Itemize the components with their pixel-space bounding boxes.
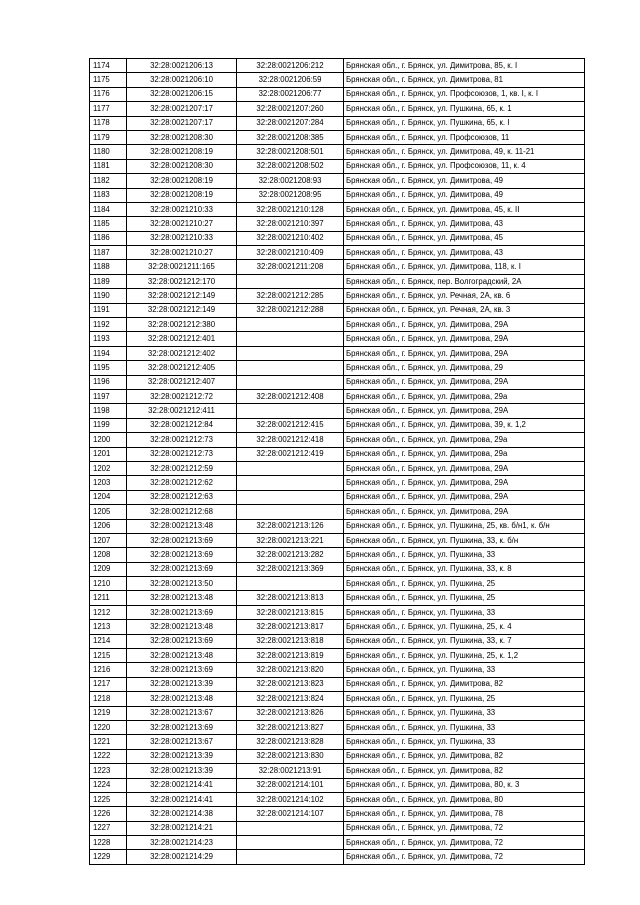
table-row <box>90 577 585 591</box>
parcel-number-cell: 32:28:0021213:48 <box>127 620 237 634</box>
address-cell: Брянская обл., г. Брянск, ул. Димитрова, 80 <box>344 792 585 806</box>
object-number-cell: 32:28:0021213:827 <box>237 720 344 734</box>
address-cell: Брянская обл., г. Брянск, ул. Димитрова, 80, к. 3 <box>344 778 585 792</box>
address-cell: Брянская обл., г. Брянск, ул. Пушкина, 33, к. б/н <box>344 533 585 547</box>
row-number-cell: 1223 <box>90 764 127 778</box>
object-number-cell: 32:28:0021212:419 <box>237 447 344 461</box>
object-number-cell: 32:28:0021210:128 <box>237 202 344 216</box>
address-cell: Брянская обл., г. Брянск, ул. Речная, 2А, кв. 3 <box>344 303 585 317</box>
table-row <box>90 303 585 317</box>
parcel-number-cell: 32:28:0021210:33 <box>127 202 237 216</box>
table-row <box>90 836 585 850</box>
address-cell: Брянская обл., г. Брянск, ул. Профсоюзов, 11, к. 4 <box>344 159 585 173</box>
parcel-number-cell: 32:28:0021213:50 <box>127 577 237 591</box>
table-row <box>90 433 585 447</box>
object-number-cell: 32:28:0021213:828 <box>237 735 344 749</box>
object-number-cell: 32:28:0021213:820 <box>237 663 344 677</box>
object-number-cell: 32:28:0021210:397 <box>237 217 344 231</box>
parcel-number-cell: 32:28:0021214:38 <box>127 807 237 821</box>
address-cell: Брянская обл., г. Брянск, ул. Димитрова, 29А <box>344 461 585 475</box>
parcel-number-cell: 32:28:0021212:411 <box>127 404 237 418</box>
object-number-cell <box>237 404 344 418</box>
row-number-cell: 1196 <box>90 375 127 389</box>
row-number-cell: 1188 <box>90 260 127 274</box>
parcel-number-cell: 32:28:0021213:39 <box>127 764 237 778</box>
parcel-number-cell: 32:28:0021211:165 <box>127 260 237 274</box>
table-row <box>90 850 585 864</box>
object-number-cell: 32:28:0021208:385 <box>237 130 344 144</box>
parcel-number-cell: 32:28:0021212:59 <box>127 461 237 475</box>
parcel-number-cell: 32:28:0021208:30 <box>127 159 237 173</box>
address-cell: Брянская обл., г. Брянск, ул. Пушкина, 25 <box>344 591 585 605</box>
parcel-number-cell: 32:28:0021212:405 <box>127 361 237 375</box>
address-cell: Брянская обл., г. Брянск, ул. Димитрова, 29А <box>344 318 585 332</box>
table-row <box>90 591 585 605</box>
address-cell: Брянская обл., г. Брянск, ул. Димитрова, 49, к. 11-21 <box>344 145 585 159</box>
object-number-cell: 32:28:0021213:91 <box>237 764 344 778</box>
object-number-cell: 32:28:0021212:415 <box>237 418 344 432</box>
table-row <box>90 375 585 389</box>
address-cell: Брянская обл., г. Брянск, ул. Димитрова, 29А <box>344 332 585 346</box>
parcel-number-cell: 32:28:0021208:19 <box>127 188 237 202</box>
table-row <box>90 692 585 706</box>
address-cell: Брянская обл., г. Брянск, ул. Димитрова, 82 <box>344 764 585 778</box>
parcel-number-cell: 32:28:0021213:39 <box>127 749 237 763</box>
row-number-cell: 1204 <box>90 490 127 504</box>
table-row <box>90 778 585 792</box>
object-number-cell: 32:28:0021212:288 <box>237 303 344 317</box>
parcel-number-cell: 32:28:0021206:15 <box>127 87 237 101</box>
parcel-number-cell: 32:28:0021213:48 <box>127 591 237 605</box>
row-number-cell: 1215 <box>90 649 127 663</box>
object-number-cell: 32:28:0021208:95 <box>237 188 344 202</box>
object-number-cell: 32:28:0021208:501 <box>237 145 344 159</box>
object-number-cell: 32:28:0021212:418 <box>237 433 344 447</box>
address-cell: Брянская обл., г. Брянск, ул. Пушкина, 25 <box>344 692 585 706</box>
object-number-cell: 32:28:0021212:408 <box>237 389 344 403</box>
address-cell: Брянская обл., г. Брянск, ул. Димитрова, 29А <box>344 476 585 490</box>
object-number-cell: 32:28:0021213:126 <box>237 519 344 533</box>
parcel-number-cell: 32:28:0021208:30 <box>127 130 237 144</box>
address-cell: Брянская обл., г. Брянск, ул. Пушкина, 33 <box>344 735 585 749</box>
row-number-cell: 1199 <box>90 418 127 432</box>
table-row <box>90 102 585 116</box>
object-number-cell: 32:28:0021210:402 <box>237 231 344 245</box>
address-cell: Брянская обл., г. Брянск, пер. Волгоградский, 2А <box>344 274 585 288</box>
table-row <box>90 634 585 648</box>
parcel-number-cell: 32:28:0021213:48 <box>127 692 237 706</box>
table-row <box>90 461 585 475</box>
parcel-number-cell: 32:28:0021213:69 <box>127 533 237 547</box>
row-number-cell: 1224 <box>90 778 127 792</box>
table-row <box>90 332 585 346</box>
address-cell: Брянская обл., г. Брянск, ул. Профсоюзов, 1, кв. I, к. I <box>344 87 585 101</box>
parcel-number-cell: 32:28:0021212:380 <box>127 318 237 332</box>
object-number-cell <box>237 318 344 332</box>
parcel-number-cell: 32:28:0021206:10 <box>127 73 237 87</box>
row-number-cell: 1206 <box>90 519 127 533</box>
row-number-cell: 1176 <box>90 87 127 101</box>
address-cell: Брянская обл., г. Брянск, ул. Пушкина, 33 <box>344 720 585 734</box>
address-cell: Брянская обл., г. Брянск, ул. Димитрова, 29А <box>344 490 585 504</box>
row-number-cell: 1216 <box>90 663 127 677</box>
object-number-cell: 32:28:0021214:101 <box>237 778 344 792</box>
table-row <box>90 159 585 173</box>
object-number-cell <box>237 821 344 835</box>
table-row <box>90 418 585 432</box>
object-number-cell: 32:28:0021213:815 <box>237 605 344 619</box>
object-number-cell: 32:28:0021213:830 <box>237 749 344 763</box>
address-cell: Брянская обл., г. Брянск, ул. Пушкина, 33, к. 8 <box>344 562 585 576</box>
table-body <box>90 59 585 865</box>
row-number-cell: 1228 <box>90 836 127 850</box>
row-number-cell: 1207 <box>90 533 127 547</box>
table-row <box>90 116 585 130</box>
table-row <box>90 807 585 821</box>
row-number-cell: 1213 <box>90 620 127 634</box>
address-cell: Брянская обл., г. Брянск, ул. Димитрова, 29а <box>344 389 585 403</box>
table-row <box>90 260 585 274</box>
row-number-cell: 1182 <box>90 174 127 188</box>
row-number-cell: 1201 <box>90 447 127 461</box>
parcel-number-cell: 32:28:0021208:19 <box>127 145 237 159</box>
address-cell: Брянская обл., г. Брянск, ул. Димитрова, 49 <box>344 174 585 188</box>
object-number-cell: 32:28:0021213:818 <box>237 634 344 648</box>
address-cell: Брянская обл., г. Брянск, ул. Димитрова, 29А <box>344 404 585 418</box>
row-number-cell: 1195 <box>90 361 127 375</box>
row-number-cell: 1174 <box>90 59 127 73</box>
row-number-cell: 1229 <box>90 850 127 864</box>
address-cell: Брянская обл., г. Брянск, ул. Димитрова, 45 <box>344 231 585 245</box>
row-number-cell: 1200 <box>90 433 127 447</box>
table-row <box>90 620 585 634</box>
parcel-number-cell: 32:28:0021214:21 <box>127 821 237 835</box>
table-row <box>90 505 585 519</box>
object-number-cell <box>237 505 344 519</box>
address-cell: Брянская обл., г. Брянск, ул. Димитрова, 29А <box>344 346 585 360</box>
object-number-cell: 32:28:0021213:369 <box>237 562 344 576</box>
address-cell: Брянская обл., г. Брянск, ул. Димитрова, 82 <box>344 677 585 691</box>
parcel-number-cell: 32:28:0021210:27 <box>127 217 237 231</box>
object-number-cell: 32:28:0021213:817 <box>237 620 344 634</box>
parcel-number-cell: 32:28:0021207:17 <box>127 102 237 116</box>
row-number-cell: 1218 <box>90 692 127 706</box>
row-number-cell: 1180 <box>90 145 127 159</box>
parcel-number-cell: 32:28:0021212:63 <box>127 490 237 504</box>
parcel-number-cell: 32:28:0021212:72 <box>127 389 237 403</box>
address-cell: Брянская обл., г. Брянск, ул. Димитрова, 49 <box>344 188 585 202</box>
table-row <box>90 663 585 677</box>
object-number-cell <box>237 461 344 475</box>
row-number-cell: 1178 <box>90 116 127 130</box>
parcel-number-cell: 32:28:0021212:402 <box>127 346 237 360</box>
address-cell: Брянская обл., г. Брянск, ул. Димитрова, 72 <box>344 836 585 850</box>
table-row <box>90 562 585 576</box>
parcel-number-cell: 32:28:0021212:84 <box>127 418 237 432</box>
table-row <box>90 519 585 533</box>
object-number-cell <box>237 850 344 864</box>
address-cell: Брянская обл., г. Брянск, ул. Пушкина, 65, к. 1 <box>344 102 585 116</box>
object-number-cell: 32:28:0021207:260 <box>237 102 344 116</box>
row-number-cell: 1203 <box>90 476 127 490</box>
parcel-number-cell: 32:28:0021214:41 <box>127 792 237 806</box>
table-row <box>90 73 585 87</box>
row-number-cell: 1210 <box>90 577 127 591</box>
table-row <box>90 202 585 216</box>
object-number-cell <box>237 577 344 591</box>
table-row <box>90 792 585 806</box>
row-number-cell: 1226 <box>90 807 127 821</box>
row-number-cell: 1198 <box>90 404 127 418</box>
table-row <box>90 87 585 101</box>
object-number-cell <box>237 361 344 375</box>
row-number-cell: 1187 <box>90 246 127 260</box>
address-cell: Брянская обл., г. Брянск, ул. Речная, 2А, кв. 6 <box>344 289 585 303</box>
object-number-cell <box>237 274 344 288</box>
row-number-cell: 1211 <box>90 591 127 605</box>
row-number-cell: 1190 <box>90 289 127 303</box>
table-row <box>90 548 585 562</box>
table-row <box>90 447 585 461</box>
row-number-cell: 1192 <box>90 318 127 332</box>
address-cell: Брянская обл., г. Брянск, ул. Димитрова, 82 <box>344 749 585 763</box>
row-number-cell: 1221 <box>90 735 127 749</box>
table-row <box>90 649 585 663</box>
table-row <box>90 706 585 720</box>
table-row <box>90 677 585 691</box>
table-row <box>90 361 585 375</box>
row-number-cell: 1217 <box>90 677 127 691</box>
table-row <box>90 346 585 360</box>
address-cell: Брянская обл., г. Брянск, ул. Димитрова, 45, к. II <box>344 202 585 216</box>
parcel-number-cell: 32:28:0021212:401 <box>127 332 237 346</box>
row-number-cell: 1186 <box>90 231 127 245</box>
address-cell: Брянская обл., г. Брянск, ул. Пушкина, 25, кв. б/н1, к. б/н <box>344 519 585 533</box>
address-cell: Брянская обл., г. Брянск, ул. Пушкина, 33 <box>344 548 585 562</box>
parcel-number-cell: 32:28:0021213:39 <box>127 677 237 691</box>
table-row <box>90 749 585 763</box>
table-row <box>90 476 585 490</box>
address-cell: Брянская обл., г. Брянск, ул. Димитрова, 29 <box>344 361 585 375</box>
object-number-cell <box>237 332 344 346</box>
object-number-cell: 32:28:0021206:212 <box>237 59 344 73</box>
row-number-cell: 1194 <box>90 346 127 360</box>
parcel-number-cell: 32:28:0021212:73 <box>127 433 237 447</box>
address-cell: Брянская обл., г. Брянск, ул. Пушкина, 33 <box>344 663 585 677</box>
object-number-cell: 32:28:0021213:823 <box>237 677 344 691</box>
address-cell: Брянская обл., г. Брянск, ул. Пушкина, 33 <box>344 605 585 619</box>
row-number-cell: 1181 <box>90 159 127 173</box>
row-number-cell: 1225 <box>90 792 127 806</box>
object-number-cell <box>237 346 344 360</box>
address-cell: Брянская обл., г. Брянск, ул. Профсоюзов, 11 <box>344 130 585 144</box>
table-row <box>90 735 585 749</box>
table-row <box>90 490 585 504</box>
table-row <box>90 246 585 260</box>
table-row <box>90 404 585 418</box>
parcel-number-cell: 32:28:0021206:13 <box>127 59 237 73</box>
parcel-number-cell: 32:28:0021213:48 <box>127 519 237 533</box>
row-number-cell: 1209 <box>90 562 127 576</box>
parcel-number-cell: 32:28:0021207:17 <box>127 116 237 130</box>
address-cell: Брянская обл., г. Брянск, ул. Димитрова, 81 <box>344 73 585 87</box>
table-row <box>90 764 585 778</box>
parcel-number-cell: 32:28:0021212:62 <box>127 476 237 490</box>
row-number-cell: 1212 <box>90 605 127 619</box>
table-row <box>90 289 585 303</box>
object-number-cell: 32:28:0021213:824 <box>237 692 344 706</box>
parcel-number-cell: 32:28:0021213:69 <box>127 562 237 576</box>
table-row <box>90 231 585 245</box>
row-number-cell: 1227 <box>90 821 127 835</box>
address-cell: Брянская обл., г. Брянск, ул. Димитрова, 78 <box>344 807 585 821</box>
address-cell: Брянская обл., г. Брянск, ул. Димитрова, 72 <box>344 850 585 864</box>
object-number-cell <box>237 836 344 850</box>
table-row <box>90 533 585 547</box>
address-cell: Брянская обл., г. Брянск, ул. Пушкина, 25 <box>344 577 585 591</box>
object-number-cell: 32:28:0021206:77 <box>237 87 344 101</box>
row-number-cell: 1183 <box>90 188 127 202</box>
row-number-cell: 1202 <box>90 461 127 475</box>
object-number-cell: 32:28:0021213:221 <box>237 533 344 547</box>
object-number-cell: 32:28:0021213:826 <box>237 706 344 720</box>
address-cell: Брянская обл., г. Брянск, ул. Димитрова, 72 <box>344 821 585 835</box>
parcel-number-cell: 32:28:0021214:41 <box>127 778 237 792</box>
object-number-cell: 32:28:0021212:285 <box>237 289 344 303</box>
parcel-number-cell: 32:28:0021210:27 <box>127 246 237 260</box>
parcel-number-cell: 32:28:0021213:69 <box>127 634 237 648</box>
parcel-number-cell: 32:28:0021213:69 <box>127 548 237 562</box>
address-cell: Брянская обл., г. Брянск, ул. Димитрова, 29а <box>344 447 585 461</box>
object-number-cell: 32:28:0021208:502 <box>237 159 344 173</box>
table-row <box>90 821 585 835</box>
parcel-number-cell: 32:28:0021214:29 <box>127 850 237 864</box>
table-row <box>90 145 585 159</box>
table-row <box>90 720 585 734</box>
object-number-cell <box>237 476 344 490</box>
object-number-cell: 32:28:0021214:107 <box>237 807 344 821</box>
address-cell: Брянская обл., г. Брянск, ул. Димитрова, 118, к. I <box>344 260 585 274</box>
parcel-number-cell: 32:28:0021212:149 <box>127 303 237 317</box>
address-cell: Брянская обл., г. Брянск, ул. Пушкина, 25, к. 1,2 <box>344 649 585 663</box>
row-number-cell: 1189 <box>90 274 127 288</box>
row-number-cell: 1184 <box>90 202 127 216</box>
parcel-number-cell: 32:28:0021214:23 <box>127 836 237 850</box>
address-cell: Брянская обл., г. Брянск, ул. Пушкина, 33, к. 7 <box>344 634 585 648</box>
address-cell: Брянская обл., г. Брянск, ул. Димитрова, 29а <box>344 433 585 447</box>
table-row <box>90 59 585 73</box>
cadastral-table <box>89 58 585 865</box>
row-number-cell: 1205 <box>90 505 127 519</box>
object-number-cell: 32:28:0021207:284 <box>237 116 344 130</box>
object-number-cell: 32:28:0021213:282 <box>237 548 344 562</box>
address-cell: Брянская обл., г. Брянск, ул. Димитрова, 29А <box>344 505 585 519</box>
parcel-number-cell: 32:28:0021208:19 <box>127 174 237 188</box>
table-row <box>90 188 585 202</box>
row-number-cell: 1214 <box>90 634 127 648</box>
address-cell: Брянская обл., г. Брянск, ул. Димитрова, 43 <box>344 217 585 231</box>
row-number-cell: 1197 <box>90 389 127 403</box>
row-number-cell: 1185 <box>90 217 127 231</box>
parcel-number-cell: 32:28:0021213:69 <box>127 720 237 734</box>
address-cell: Брянская обл., г. Брянск, ул. Пушкина, 65, к. I <box>344 116 585 130</box>
object-number-cell <box>237 490 344 504</box>
object-number-cell: 32:28:0021206:59 <box>237 73 344 87</box>
object-number-cell: 32:28:0021213:813 <box>237 591 344 605</box>
row-number-cell: 1220 <box>90 720 127 734</box>
object-number-cell: 32:28:0021213:819 <box>237 649 344 663</box>
table-row <box>90 130 585 144</box>
table-row <box>90 605 585 619</box>
address-cell: Брянская обл., г. Брянск, ул. Димитрова, 39, к. 1,2 <box>344 418 585 432</box>
address-cell: Брянская обл., г. Брянск, ул. Димитрова, 29А <box>344 375 585 389</box>
parcel-number-cell: 32:28:0021213:69 <box>127 663 237 677</box>
table-row <box>90 217 585 231</box>
table-row <box>90 318 585 332</box>
parcel-number-cell: 32:28:0021213:48 <box>127 649 237 663</box>
row-number-cell: 1179 <box>90 130 127 144</box>
parcel-number-cell: 32:28:0021213:69 <box>127 605 237 619</box>
object-number-cell: 32:28:0021214:102 <box>237 792 344 806</box>
parcel-number-cell: 32:28:0021212:170 <box>127 274 237 288</box>
object-number-cell <box>237 375 344 389</box>
address-cell: Брянская обл., г. Брянск, ул. Пушкина, 25, к. 4 <box>344 620 585 634</box>
row-number-cell: 1191 <box>90 303 127 317</box>
row-number-cell: 1219 <box>90 706 127 720</box>
parcel-number-cell: 32:28:0021212:73 <box>127 447 237 461</box>
parcel-number-cell: 32:28:0021213:67 <box>127 735 237 749</box>
row-number-cell: 1175 <box>90 73 127 87</box>
parcel-number-cell: 32:28:0021212:407 <box>127 375 237 389</box>
row-number-cell: 1177 <box>90 102 127 116</box>
object-number-cell: 32:28:0021211:208 <box>237 260 344 274</box>
address-cell: Брянская обл., г. Брянск, ул. Пушкина, 33 <box>344 706 585 720</box>
parcel-number-cell: 32:28:0021212:149 <box>127 289 237 303</box>
object-number-cell: 32:28:0021208:93 <box>237 174 344 188</box>
table-row <box>90 174 585 188</box>
parcel-number-cell: 32:28:0021213:67 <box>127 706 237 720</box>
table-row <box>90 274 585 288</box>
table-row <box>90 389 585 403</box>
address-cell: Брянская обл., г. Брянск, ул. Димитрова, 43 <box>344 246 585 260</box>
row-number-cell: 1222 <box>90 749 127 763</box>
row-number-cell: 1208 <box>90 548 127 562</box>
parcel-number-cell: 32:28:0021212:68 <box>127 505 237 519</box>
address-cell: Брянская обл., г. Брянск, ул. Димитрова, 85, к. I <box>344 59 585 73</box>
row-number-cell: 1193 <box>90 332 127 346</box>
object-number-cell: 32:28:0021210:409 <box>237 246 344 260</box>
parcel-number-cell: 32:28:0021210:33 <box>127 231 237 245</box>
